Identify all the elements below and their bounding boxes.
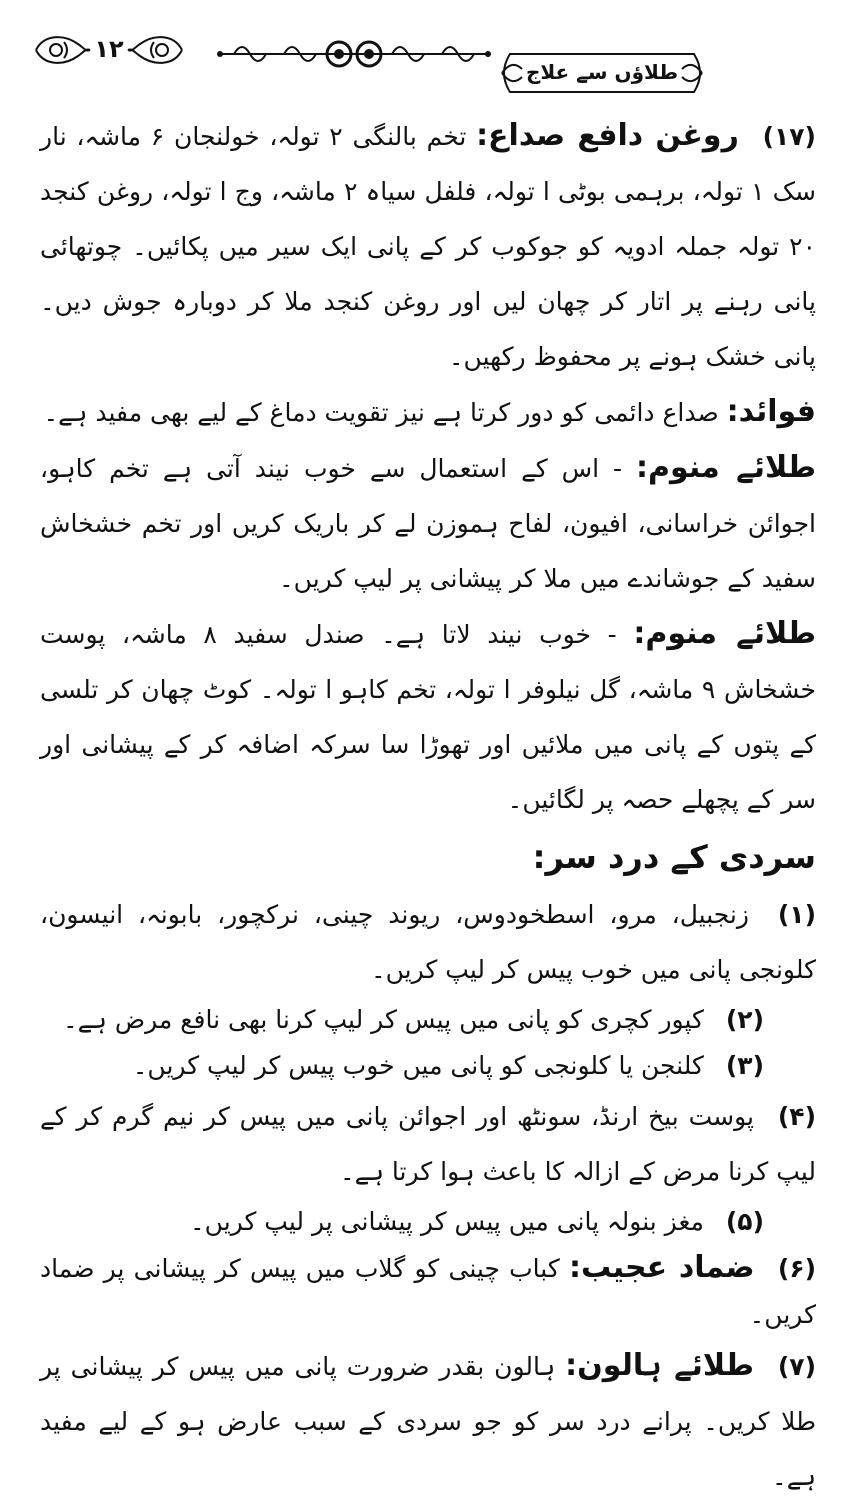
item-text: کلنجن یا کلونجی کو پانی میں خوب پیس کر لیپ کریں۔ xyxy=(132,1051,704,1080)
item-number: (۲) xyxy=(725,1005,764,1034)
benefits-title: فوائد: xyxy=(726,394,816,429)
list-item xyxy=(40,1245,816,1338)
list-item xyxy=(40,1089,816,1199)
list-item xyxy=(40,1338,816,1504)
item-number: (۷) xyxy=(777,1352,816,1381)
recipe-title: طلائے منوم: xyxy=(636,450,817,485)
recipe-text: تخم بالنگی ۲ تولہ، خولنجان ۶ ماشہ، نار سک ۱ تولہ، برہمی بوٹی ا تولہ، فلفل سیاہ ۲ ماشہ، وج ا تولہ، روغن کنجد ۲۰ تولہ جملہ ادویہ کو جوکوب کر کے پانی ایک سیر میں پکائیں۔ چوتھائی پانی رہنے پر اتار کر چھان لیں اور روغن کنجد ملا کر دوبارہ جوش دیں۔ پانی خشک ہونے پر محفوظ رکھیں۔ xyxy=(40,122,816,371)
list-item xyxy=(40,1043,816,1089)
list-item xyxy=(40,887,816,997)
list-item xyxy=(40,1199,816,1245)
item-number: (۴) xyxy=(777,1102,816,1131)
item-text: مغز بنولہ پانی میں پیس کر پیشانی پر لیپ کریں۔ xyxy=(190,1207,704,1236)
item-text: کباب چینی کو گلاب میں پیس کر پیشانی پر ضماد کریں۔ xyxy=(40,1254,816,1329)
item-number: (۶) xyxy=(777,1254,817,1283)
page-header xyxy=(0,0,854,110)
recipe-paragraph xyxy=(40,108,816,384)
benefits-paragraph xyxy=(40,384,816,440)
item-text: زنجبیل، مرو، اسطخودوس، ریوند چینی، نرکچور، بابونہ، انیسون، کلونجی پانی میں خوب پیس کر لیپ کریں۔ xyxy=(40,900,816,984)
page-number: ۱۲ xyxy=(94,35,124,63)
item-title: ضماد عجیب: xyxy=(569,1250,755,1285)
recipe-title: طلائے منوم: xyxy=(633,616,816,651)
header-vine-ornament-icon xyxy=(214,34,494,74)
section-heading: سردی کے درد سر: xyxy=(532,838,816,876)
recipe-text: - خوب نیند لاتا ہے۔ صندل سفید ۸ ماشہ، پوست خشخاش ۹ ماشہ، گل نیلوفر ا تولہ، تخم کاہو ا تولہ۔ کوٹ چھان کر تلسی کے پتوں کے پانی میں ملائیں اور تھوڑا سا سرکہ اضافہ کر کے پیشانی اور سر کے پچھلے حصہ پر لگائیں۔ xyxy=(40,620,816,814)
item-text: کپور کچری کو پانی میں پیس کر لیپ کرنا بھی نافع مرض ہے۔ xyxy=(63,1005,704,1034)
item-text: پوست بیخ ارنڈ، سونٹھ اور اجوائن پانی میں پیس کر نیم گرم کر کے لیپ کرنا مرض کے ازالہ کا باعث ہوا کرتا ہے۔ xyxy=(40,1102,816,1186)
item-text: ہالون بقدر ضرورت پانی میں پیس کر پیشانی پر طلا کریں۔ پرانے درد سر کو جو سردی کے سبب عارض ہو کے لیے مفید ہے۔ xyxy=(40,1352,816,1491)
running-title: طلاؤں سے علاج xyxy=(525,60,679,84)
item-number: (۳) xyxy=(725,1051,764,1080)
page-body xyxy=(40,108,816,1504)
recipe-title: روغن دافع صداع: xyxy=(476,118,739,153)
benefits-text: صداع دائمی کو دور کرتا ہے نیز تقویت دماغ کے لیے بھی مفید ہے۔ xyxy=(43,398,719,427)
list-item xyxy=(40,997,816,1043)
recipe-number: (۱۷) xyxy=(762,122,816,151)
item-number: (۱) xyxy=(777,900,816,929)
item-number: (۵) xyxy=(725,1207,764,1236)
recipe-paragraph xyxy=(40,606,816,827)
page-number-frame xyxy=(34,30,184,70)
item-title: طلائے ہالون: xyxy=(565,1348,754,1383)
running-title-frame xyxy=(496,50,708,96)
recipe-text: - اس کے استعمال سے خوب نیند آتی ہے تخم کاہو، اجوائن خراسانی، افیون، لفاح ہموزن لے کر باریک کریں اور تخم خشخاش سفید کے جوشاندے میں ملا کر پیشانی پر لیپ کریں۔ xyxy=(40,454,816,593)
recipe-paragraph xyxy=(40,440,816,606)
